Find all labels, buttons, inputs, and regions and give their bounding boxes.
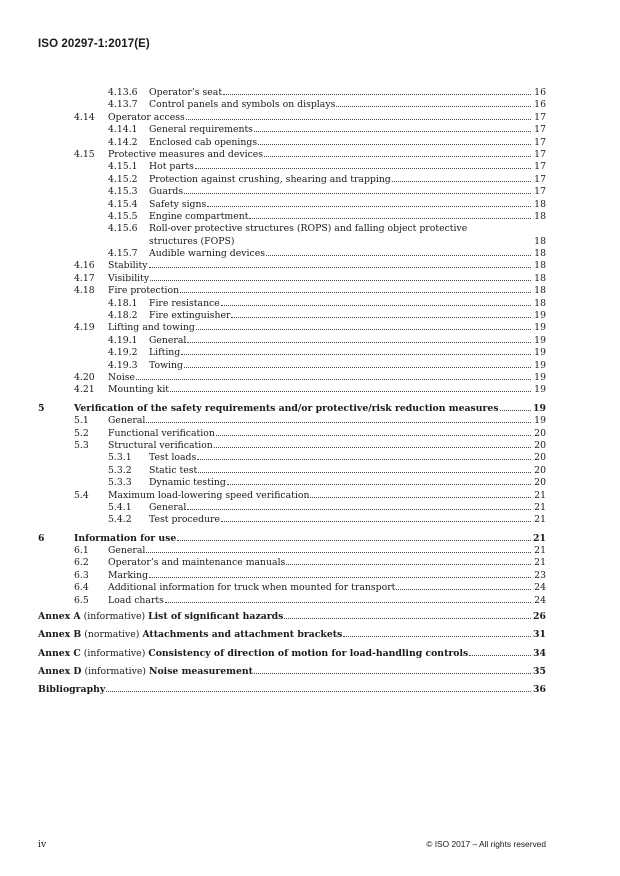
toc-entry-number: 5 xyxy=(38,402,45,414)
toc-entry-number: 4.15.3 xyxy=(108,186,138,198)
toc-entry-page: 18 xyxy=(534,260,546,272)
toc-entry-page: 17 xyxy=(534,136,546,148)
dot-leader xyxy=(336,106,531,107)
annex-label: Annex B xyxy=(38,629,82,641)
dot-leader xyxy=(180,292,531,293)
dot-leader xyxy=(196,329,531,330)
dot-leader xyxy=(286,564,531,565)
toc-entry[interactable] xyxy=(38,298,546,310)
toc-entry[interactable] xyxy=(38,310,546,322)
dot-leader xyxy=(170,391,531,392)
dot-leader xyxy=(106,691,531,692)
toc-entry-title: Information for use xyxy=(74,532,177,544)
dot-leader xyxy=(136,379,531,380)
toc-entry[interactable] xyxy=(38,415,546,427)
toc-entry-page: 19 xyxy=(534,322,546,334)
toc-entry-title: Functional verification xyxy=(108,427,215,439)
toc-entry-page: 19 xyxy=(534,384,546,396)
toc-entry-page: 21 xyxy=(533,532,546,544)
dot-leader xyxy=(258,144,531,145)
annex-label: Annex A xyxy=(38,611,81,623)
toc-entry-title: General xyxy=(149,501,187,513)
annex-kind: (informative) xyxy=(84,665,146,677)
toc-entry-page: 19 xyxy=(533,402,546,414)
dot-leader xyxy=(177,540,531,541)
toc-entry-page: 21 xyxy=(534,545,546,557)
toc-entry-title: Noise measurement xyxy=(148,665,253,677)
toc-entry-title: Roll-over protective structures (ROPS) and falling object protective structures (FOPS) xyxy=(149,223,494,248)
toc-entry[interactable] xyxy=(38,112,546,124)
toc-entry[interactable] xyxy=(38,174,546,186)
toc-entry-page: 19 xyxy=(534,372,546,383)
toc-entry[interactable] xyxy=(38,211,546,223)
toc-entry-number: 4.15.6 xyxy=(108,223,138,235)
toc-entry[interactable] xyxy=(38,199,546,211)
toc-entry-page: 19 xyxy=(534,347,546,359)
toc-entry-number: 5.3.1 xyxy=(108,452,132,464)
toc-entry[interactable] xyxy=(38,161,546,173)
dot-leader xyxy=(396,589,531,590)
toc-entry-page: 17 xyxy=(534,173,546,185)
toc-entry-page: 21 xyxy=(534,514,546,526)
toc-entry[interactable] xyxy=(38,626,546,643)
toc-entry-page: 26 xyxy=(533,611,546,623)
toc-entry[interactable] xyxy=(38,608,546,625)
toc-entry-page: 18 xyxy=(534,272,546,284)
dot-leader xyxy=(284,618,531,619)
toc-entry-number: 4.13.7 xyxy=(108,99,138,111)
toc-entry-title: Protective measures and devices xyxy=(108,148,264,160)
dot-leader xyxy=(254,131,531,132)
toc-entry-page: 16 xyxy=(534,87,546,98)
toc-entry-number: 4.15.4 xyxy=(108,198,138,210)
toc-entry-page: 34 xyxy=(533,647,546,659)
toc-entry-number: 4.20 xyxy=(74,372,95,383)
annex-label: Annex C xyxy=(38,647,81,659)
toc-entry-page: 17 xyxy=(534,124,546,136)
toc-entry[interactable] xyxy=(38,273,546,285)
toc-entry-number: 5.3.3 xyxy=(108,477,132,489)
document-header: ISO 20297-1:2017(E) xyxy=(38,38,150,50)
toc-entry-page: 19 xyxy=(534,415,546,427)
toc-entry-page: 35 xyxy=(533,665,546,677)
toc-entry-number: 4.18.1 xyxy=(108,297,138,309)
dot-leader xyxy=(231,317,531,318)
toc-entry-page: 18 xyxy=(534,210,546,222)
toc-entry[interactable] xyxy=(38,502,546,514)
toc-entry-number: 4.14 xyxy=(74,111,95,123)
toc-entry[interactable] xyxy=(38,322,546,334)
dot-leader xyxy=(187,509,531,510)
toc-entry-title: Safety signs xyxy=(149,198,207,210)
toc-entry[interactable] xyxy=(38,570,546,582)
toc-entry-title: Guards xyxy=(149,186,184,198)
toc-entry-number: 4.15.1 xyxy=(108,161,138,173)
toc-entry-page: 19 xyxy=(534,310,546,322)
toc-entry-title: Test procedure xyxy=(149,514,221,526)
toc-entry[interactable] xyxy=(38,545,546,557)
toc-entry-title: List of significant hazards xyxy=(148,611,284,623)
annex-kind: (normative) xyxy=(84,629,140,641)
toc-entry-title: Load charts xyxy=(108,594,164,606)
dot-leader xyxy=(187,342,531,343)
toc-entry[interactable] xyxy=(38,428,546,440)
toc-entry-number: 4.19.2 xyxy=(108,347,138,359)
toc-entry-number: 4.15.2 xyxy=(108,173,138,185)
toc-entry[interactable] xyxy=(38,99,546,111)
annex-kind: (informative) xyxy=(83,647,146,659)
toc-entry[interactable] xyxy=(38,533,546,545)
dot-leader xyxy=(500,410,531,411)
toc-entry[interactable] xyxy=(38,360,546,372)
toc-entry[interactable] xyxy=(38,514,546,526)
toc-entry-title: Attachments and attachment brackets xyxy=(142,629,343,641)
toc-entry[interactable] xyxy=(38,124,546,136)
toc-entry-page: 20 xyxy=(534,452,546,464)
toc-entry-number: 4.19 xyxy=(74,322,95,334)
toc-entry-number: 6.4 xyxy=(74,582,89,594)
annex-label: Annex D xyxy=(38,665,82,677)
dot-leader xyxy=(249,218,531,219)
toc-entry-page: 23 xyxy=(534,569,546,581)
toc-entry[interactable] xyxy=(38,87,546,99)
toc-entry-title: Operator’s and maintenance manuals xyxy=(108,557,286,569)
toc-entry-number: 5.4 xyxy=(74,489,89,501)
toc-entry-page: 20 xyxy=(534,464,546,476)
toc-entry-page: 24 xyxy=(534,582,546,594)
toc-entry-page: 17 xyxy=(534,111,546,123)
toc-entry[interactable] xyxy=(38,582,546,594)
dot-leader xyxy=(392,181,531,182)
toc-entry-number: 5.3 xyxy=(74,439,89,451)
toc-entry-page: 31 xyxy=(533,629,546,641)
dot-leader xyxy=(198,472,531,473)
toc-entry-title: Operator’s seat xyxy=(149,87,223,98)
toc-entry-title: Control panels and symbols on displays xyxy=(149,99,336,111)
copyright-notice: © ISO 2017 – All rights reserved xyxy=(426,839,546,849)
dot-leader xyxy=(197,459,531,460)
toc-entry-title: Lifting and towing xyxy=(108,322,195,334)
dot-leader xyxy=(181,354,531,355)
toc-entry[interactable] xyxy=(38,477,546,489)
toc-entry[interactable] xyxy=(38,335,546,347)
toc-entry-number: 4.13.6 xyxy=(108,87,138,98)
toc-entry[interactable] xyxy=(38,681,546,698)
toc-entry[interactable] xyxy=(38,595,546,607)
toc-entry-title: General xyxy=(108,415,146,427)
toc-entry-number: 4.14.2 xyxy=(108,136,138,148)
toc-entry-title: Test loads xyxy=(149,452,197,464)
toc-entry-title: Consistency of direction of motion for load-handling controls xyxy=(148,647,469,659)
toc-entry-number: 5.3.2 xyxy=(108,464,132,476)
toc-entry-number: 4.16 xyxy=(74,260,95,272)
toc-entry-number: 4.15.7 xyxy=(108,248,138,260)
toc-entry-title: General xyxy=(149,334,187,346)
toc-entry-number: 4.15.5 xyxy=(108,210,138,222)
toc-entry-title: Static test xyxy=(149,464,198,476)
toc-entry-title: Fire resistance xyxy=(149,297,220,309)
toc-entry-title: Stability xyxy=(108,260,148,272)
toc-entry-number: 4.19.1 xyxy=(108,334,138,346)
toc-entry-title: Maximum load-lowering speed verification xyxy=(108,489,310,501)
dot-leader xyxy=(223,94,531,95)
dot-leader xyxy=(264,156,531,157)
toc-entry-number: 4.21 xyxy=(74,384,95,396)
dot-leader xyxy=(310,497,531,498)
toc-entry-page: 21 xyxy=(534,557,546,569)
toc-entry-title: General requirements xyxy=(149,124,253,136)
toc-entry[interactable] xyxy=(38,186,546,198)
toc-entry-page: 20 xyxy=(534,427,546,439)
toc-entry-title: Dynamic testing xyxy=(149,477,226,489)
toc-entry-page: 20 xyxy=(534,477,546,489)
dot-leader xyxy=(227,484,531,485)
toc-entry-number: 5.1 xyxy=(74,415,89,427)
dot-leader xyxy=(221,521,531,522)
toc-entry-title: Engine compartment xyxy=(149,210,249,222)
dot-leader xyxy=(146,552,531,553)
dot-leader xyxy=(165,602,531,603)
annex-kind: (informative) xyxy=(83,611,146,623)
toc-entry[interactable] xyxy=(38,557,546,569)
dot-leader xyxy=(207,206,531,207)
dot-leader xyxy=(146,422,531,423)
toc-entry-page: 17 xyxy=(534,148,546,160)
toc-entry[interactable] xyxy=(38,347,546,359)
toc-entry-title: Protection against crushing, shearing and trapping xyxy=(149,173,391,185)
toc-entry-number: 4.14.1 xyxy=(108,124,138,136)
toc-entry-page: 18 xyxy=(534,235,546,247)
toc-entry[interactable] xyxy=(38,490,546,502)
toc-entry-page: 18 xyxy=(534,285,546,297)
toc-entry-number: 5.4.2 xyxy=(108,514,132,526)
toc-entry-title: Audible warning devices xyxy=(149,248,265,260)
toc-entry[interactable] xyxy=(38,248,546,260)
toc-entry-page: 36 xyxy=(533,684,546,696)
toc-entry-number: 6 xyxy=(38,532,45,544)
toc-entry-number: 5.2 xyxy=(74,427,89,439)
toc-entry-title: Fire extinguisher xyxy=(149,310,231,322)
toc-entry[interactable] xyxy=(38,223,546,248)
toc-entry-number: 4.17 xyxy=(74,272,95,284)
toc-entry-page: 17 xyxy=(534,186,546,198)
toc-entry-page: 17 xyxy=(534,161,546,173)
dot-leader xyxy=(214,447,531,448)
toc-entry-page: 20 xyxy=(534,439,546,451)
toc-entry-title: Verification of the safety requirements and/or protective/risk reduction measures xyxy=(74,402,499,414)
dot-leader xyxy=(469,655,531,656)
toc-entry-number: 5.4.1 xyxy=(108,501,132,513)
toc-entry[interactable] xyxy=(38,137,546,149)
toc-entry-number: 4.15 xyxy=(74,148,95,160)
dot-leader xyxy=(266,255,531,256)
toc-entry-title: Additional information for truck when mounted for transport xyxy=(108,582,396,594)
dot-leader xyxy=(254,673,531,674)
toc-entry[interactable] xyxy=(38,260,546,272)
toc-entry-page: 21 xyxy=(534,489,546,501)
toc-entry-title: Mounting kit xyxy=(108,384,170,396)
page-number: iv xyxy=(38,839,47,850)
toc-entry-title: Operator access xyxy=(108,111,185,123)
toc-entry[interactable] xyxy=(38,452,546,464)
dot-leader xyxy=(150,280,531,281)
toc-entry-page: 19 xyxy=(534,334,546,346)
toc-entry-page: 18 xyxy=(534,198,546,210)
toc-entry-title: Noise xyxy=(108,372,135,383)
toc-entry[interactable] xyxy=(38,149,546,161)
toc-entry-title: Lifting xyxy=(149,347,181,359)
toc-entry-page: 21 xyxy=(534,501,546,513)
toc-entry[interactable] xyxy=(38,372,546,384)
toc-entry-number: 4.18.2 xyxy=(108,310,138,322)
toc-entry[interactable] xyxy=(38,440,546,452)
toc-entry[interactable] xyxy=(38,645,546,662)
toc-entry-title: Structural verification xyxy=(108,439,213,451)
toc-entry[interactable] xyxy=(38,384,546,396)
toc-entry-number: 6.3 xyxy=(74,569,89,581)
toc-entry-title: Towing xyxy=(149,359,183,371)
toc-entry-title: Hot parts xyxy=(149,161,194,173)
dot-leader xyxy=(216,435,531,436)
toc-entry-title: Marking xyxy=(108,569,149,581)
toc-entry-number: 4.18 xyxy=(74,285,95,297)
dot-leader xyxy=(195,168,531,169)
toc-entry[interactable] xyxy=(38,285,546,297)
toc-entry-number: 6.5 xyxy=(74,594,89,606)
dot-leader xyxy=(184,367,531,368)
toc-entry-title: General xyxy=(108,545,146,557)
table-of-contents xyxy=(38,87,546,699)
toc-entry[interactable] xyxy=(38,403,546,415)
toc-entry-title: Visibility xyxy=(108,272,150,284)
dot-leader xyxy=(149,267,531,268)
toc-entry-page: 16 xyxy=(534,99,546,111)
toc-entry-page: 24 xyxy=(534,594,546,606)
toc-entry-page: 19 xyxy=(534,359,546,371)
toc-entry-number: 6.1 xyxy=(74,545,89,557)
toc-entry-title: Bibliography xyxy=(38,684,106,696)
toc-entry-number: 6.2 xyxy=(74,557,89,569)
dot-leader xyxy=(343,636,531,637)
dot-leader xyxy=(221,305,531,306)
toc-entry[interactable] xyxy=(38,663,546,680)
dot-leader xyxy=(149,577,531,578)
toc-entry-page: 18 xyxy=(534,248,546,260)
dot-leader xyxy=(186,119,531,120)
toc-entry[interactable] xyxy=(38,465,546,477)
toc-entry-page: 18 xyxy=(534,297,546,309)
toc-entry-title: Fire protection xyxy=(108,285,180,297)
toc-entry-title: Enclosed cab openings xyxy=(149,136,258,148)
dot-leader xyxy=(184,193,531,194)
toc-entry-number: 4.19.3 xyxy=(108,359,138,371)
